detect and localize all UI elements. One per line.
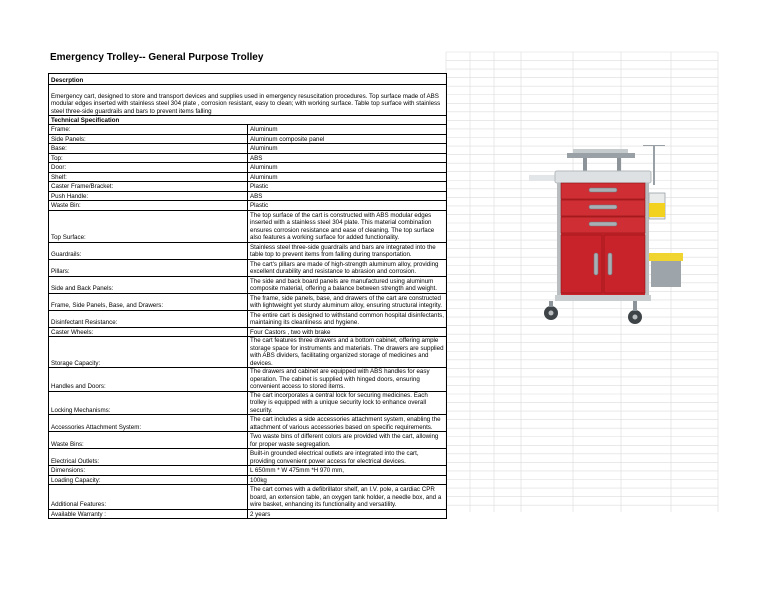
spec-key: Additional Features: bbox=[49, 485, 248, 510]
spec-value: The cart's pillars are made of high-strength aluminum alloy, providing excellent durability and resistance to abrasion and corrosion. bbox=[248, 259, 447, 276]
spec-key: Storage Capacity: bbox=[49, 337, 248, 368]
spec-key: Caster Frame/Bracket: bbox=[49, 182, 248, 192]
spec-row bbox=[49, 449, 447, 466]
description-text: Emergency cart, designed to store and transport devices and supplies used in emergency resuscitation procedures. Top surface made of ABS modular edges inserted with stainless steel 304 plate , corrosion resistant, easy to clean; with working surface. Table top surface with stainless steel three-side guardrails and bars to prevent items falling bbox=[49, 85, 447, 116]
description-heading-row bbox=[49, 74, 447, 85]
spec-value: L 650mm * W 475mm *H 970 mm, bbox=[248, 466, 447, 476]
trolley-body bbox=[555, 183, 651, 301]
spec-value: The frame, side panels, base, and drawers of the cart are constructed with lightweight yet sturdy aluminum alloy, ensuring structural integrity. bbox=[248, 293, 447, 310]
spec-value: The drawers and cabinet are equipped with ABS handles for easy operation. The cabinet is supplied with hinged doors, ensuring convenient access to stored items. bbox=[248, 368, 447, 392]
spec-value: Aluminum bbox=[248, 125, 447, 135]
spec-row bbox=[49, 163, 447, 173]
spec-value: ABS bbox=[248, 153, 447, 163]
spec-row bbox=[49, 259, 447, 276]
spec-key: Handles and Doors: bbox=[49, 368, 248, 392]
spec-value: The top surface of the cart is constructed with ABS modular edges inserted with a stainless steel 304 plate. This material combination ensures corrosion resistance and ease of cleaning. The top surface also features a working surface for added functionality. bbox=[248, 210, 447, 242]
spec-value: Four Castors , two with brake bbox=[248, 327, 447, 337]
waste-bins bbox=[649, 193, 683, 287]
trolley-image bbox=[525, 145, 690, 325]
spec-row bbox=[49, 201, 447, 211]
spec-key: Locking Mechanisms: bbox=[49, 391, 248, 415]
spec-key: Loading Capacity: bbox=[49, 475, 248, 485]
spec-row bbox=[49, 485, 447, 510]
spec-value: Aluminum bbox=[248, 144, 447, 154]
spec-key: Frame, Side Panels, Base, and Drawers: bbox=[49, 293, 248, 310]
spec-row bbox=[49, 242, 447, 259]
top-surface bbox=[529, 171, 651, 183]
spec-value: The side and back board panels are manufactured using aluminum composite material, offering a balance between strength and weight. bbox=[248, 276, 447, 293]
spec-key: Base: bbox=[49, 144, 248, 154]
spec-row bbox=[49, 172, 447, 182]
spec-key: Electrical Outlets: bbox=[49, 449, 248, 466]
spec-row bbox=[49, 310, 447, 327]
spec-key: Side Panels: bbox=[49, 134, 248, 144]
spec-row bbox=[49, 509, 447, 519]
spec-key: Available Warranty : bbox=[49, 509, 248, 519]
spec-row bbox=[49, 134, 447, 144]
spec-key: Waste Bin: bbox=[49, 201, 248, 211]
spec-value: Stainless steel three-side guardrails and bars are integrated into the table top to prevent items from falling during transportation. bbox=[248, 242, 447, 259]
spec-key: Side and Back Panels: bbox=[49, 276, 248, 293]
spec-key: Top Surface: bbox=[49, 210, 248, 242]
spec-key: Guardrails: bbox=[49, 242, 248, 259]
spec-row bbox=[49, 293, 447, 310]
spec-key: Shelf: bbox=[49, 172, 248, 182]
spec-value: The cart comes with a defibrillator shelf, an I.V. pole, a cardiac CPR board, an extension table, an oxygen tank holder, a needle box, and a wire basket, enhancing its functionality and versatility. bbox=[248, 485, 447, 510]
spec-value: Plastic bbox=[248, 182, 447, 192]
spec-row bbox=[49, 153, 447, 163]
spec-row bbox=[49, 125, 447, 135]
spec-key: Push Handle: bbox=[49, 191, 248, 201]
spec-value: Built-in grounded electrical outlets are integrated into the cart, providing convenient power access for electrical devices. bbox=[248, 449, 447, 466]
spec-row bbox=[49, 182, 447, 192]
page-title: Emergency Trolley-- General Purpose Trolley bbox=[50, 52, 264, 63]
spec-row bbox=[49, 415, 447, 432]
spec-table bbox=[48, 73, 447, 519]
spec-value: 2 years bbox=[248, 509, 447, 519]
spec-key: Dimensions: bbox=[49, 466, 248, 476]
spec-row bbox=[49, 368, 447, 392]
spec-value: Aluminum bbox=[248, 172, 447, 182]
spec-key: Pillars: bbox=[49, 259, 248, 276]
spec-value: The cart features three drawers and a bottom cabinet, offering ample storage space for instruments and materials. The drawers are supplied with ABS dividers, facilitating organized storage of medicines and devices. bbox=[248, 337, 447, 368]
spec-key: Frame: bbox=[49, 125, 248, 135]
caster-wheels bbox=[544, 301, 642, 324]
spec-row bbox=[49, 191, 447, 201]
spec-row bbox=[49, 432, 447, 449]
spec-value: Aluminum bbox=[248, 163, 447, 173]
spec-value: Plastic bbox=[248, 201, 447, 211]
spec-row bbox=[49, 276, 447, 293]
spec-key: Accessories Attachment System: bbox=[49, 415, 248, 432]
spec-value: The cart includes a side accessories attachment system, enabling the attachment of various accessories based on specific requirements. bbox=[248, 415, 447, 432]
spec-key: Caster Wheels: bbox=[49, 327, 248, 337]
spec-value: The cart incorporates a central lock for securing medicines. Each trolley is equipped with a unique security lock to enhance overall security. bbox=[248, 391, 447, 415]
spec-row bbox=[49, 337, 447, 368]
spec-key: Disinfectant Resistance: bbox=[49, 310, 248, 327]
defibrillator-shelf bbox=[567, 149, 635, 172]
spec-row bbox=[49, 391, 447, 415]
spec-value: 100kg bbox=[248, 475, 447, 485]
spec-key: Door: bbox=[49, 163, 248, 173]
spec-key: Waste Bins: bbox=[49, 432, 248, 449]
description-row bbox=[49, 85, 447, 116]
spec-row bbox=[49, 144, 447, 154]
spec-heading: Technical Specification bbox=[49, 116, 447, 125]
spec-value: The entire cart is designed to withstand common hospital disinfectants, maintaining its cleanliness and hygiene. bbox=[248, 310, 447, 327]
spec-row bbox=[49, 327, 447, 337]
spec-value: Aluminum composite panel bbox=[248, 134, 447, 144]
spec-row bbox=[49, 466, 447, 476]
spec-value: Two waste bins of different colors are provided with the cart, allowing for proper waste segregation. bbox=[248, 432, 447, 449]
description-heading: Descrption bbox=[49, 74, 447, 85]
spec-row bbox=[49, 475, 447, 485]
spec-row bbox=[49, 210, 447, 242]
spec-value: ABS bbox=[248, 191, 447, 201]
spec-key: Top: bbox=[49, 153, 248, 163]
spec-heading-row bbox=[49, 116, 447, 125]
